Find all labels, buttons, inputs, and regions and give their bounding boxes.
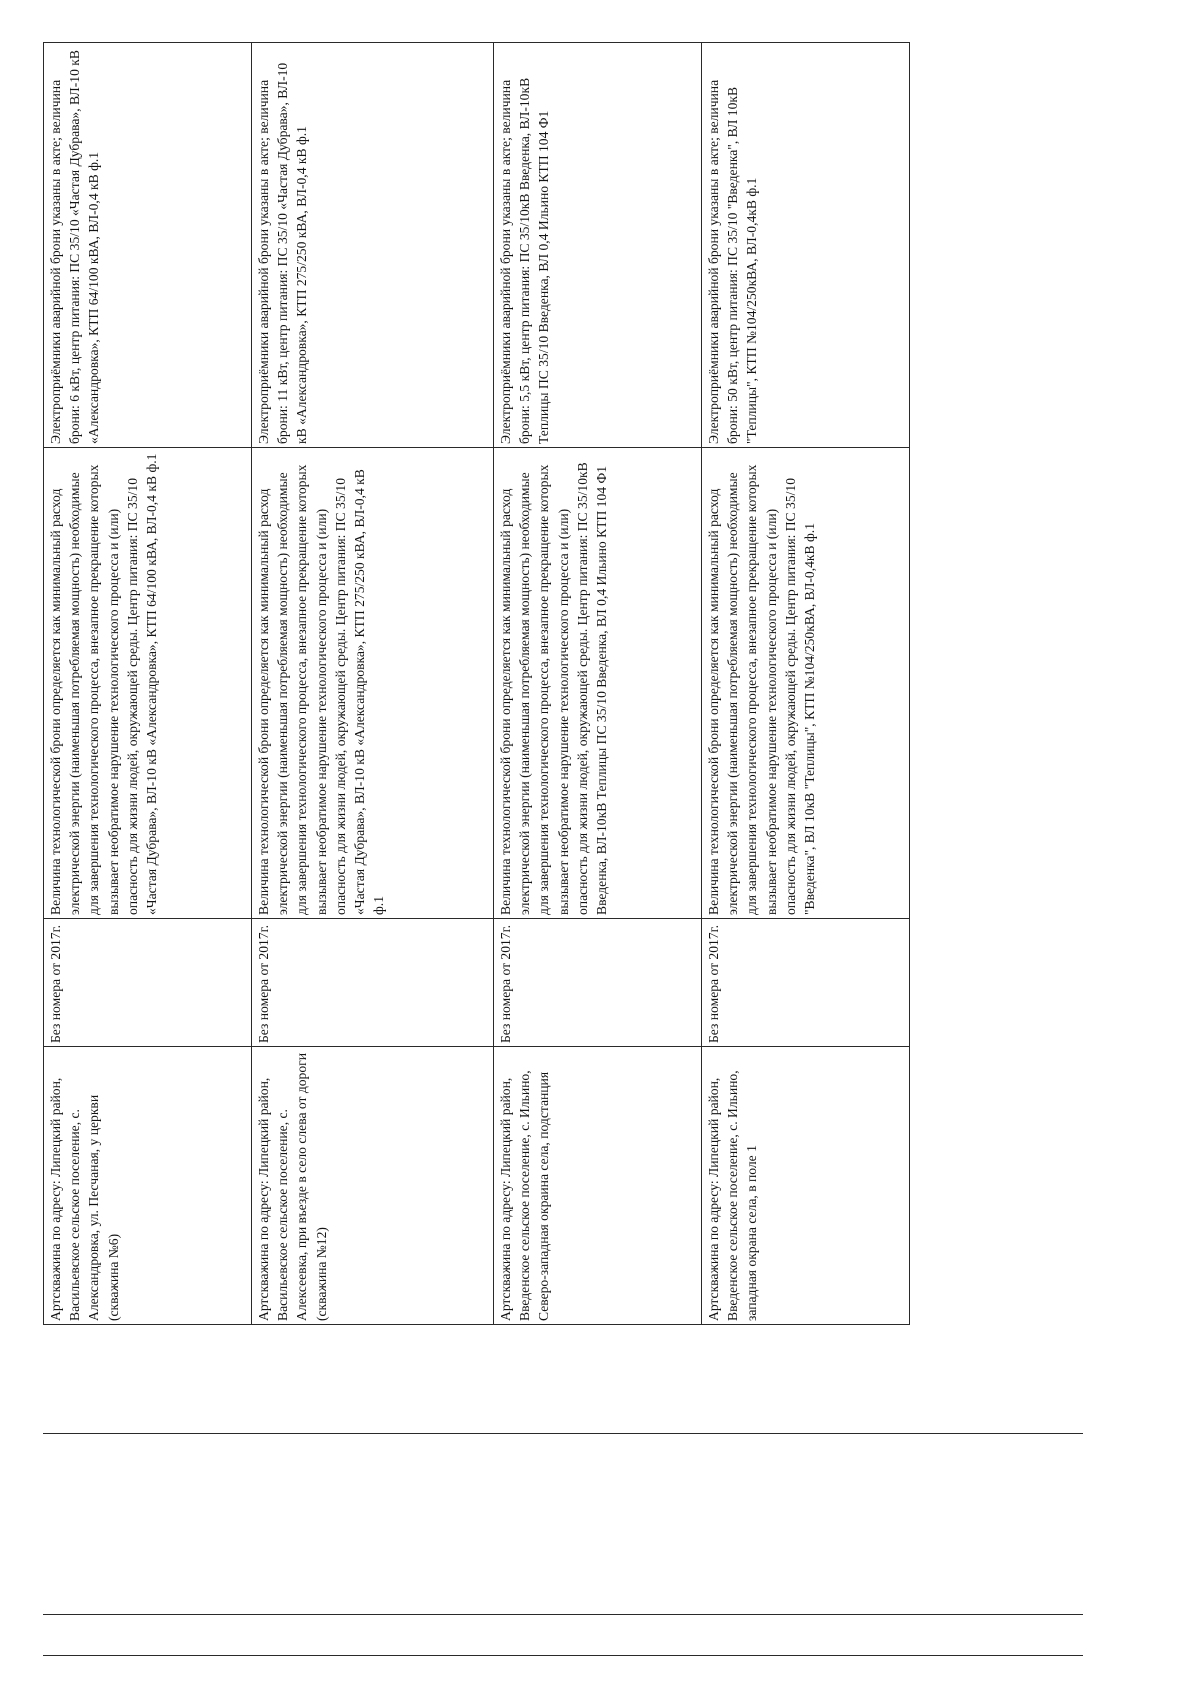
act-number-cell: Без номера от 2017г. bbox=[44, 919, 252, 1047]
emergency-reserve-cell: Электроприёмники аварийной брони указаны в акте; величина брони: 5,5 кВт, центр питания: ПС 35/10кВ Введенка, ВЛ-10кВ Теплицы ПС 35/10 Введенка, ВЛ 0,4 Ильино КТП 104 Ф1 bbox=[493, 43, 701, 448]
object-address-cell: Артскважина по адресу: Липецкий район, Введенское сельское поселение, с. Ильино, Северо-западная окраина села, подстанция bbox=[493, 1047, 701, 1325]
table-row bbox=[701, 43, 909, 1325]
object-address-cell: Артскважина по адресу: Липецкий район, Васильевское сельское поселение, с. Александровка, ул. Песчаная, у церкви (скважина №6) bbox=[44, 1047, 252, 1325]
emergency-reserve-cell: Электроприёмники аварийной брони указаны в акте; величина брони: 50 кВт, центр питания: ПС 35/10 "Введенка", ВЛ 10кВ "Теплицы", КТП №104/250кВА, ВЛ-0,4кВ ф.1 bbox=[701, 43, 909, 448]
object-address-cell: Артскважина по адресу: Липецкий район, Васильевское сельское поселение, с. Алексеевка, при въезде в село слева от дороги (скважина №12) bbox=[252, 1047, 494, 1325]
table-row bbox=[252, 43, 494, 1325]
rotated-page-content bbox=[43, 43, 910, 1325]
act-number-cell: Без номера от 2017г. bbox=[252, 919, 494, 1047]
object-address-cell: Артскважина по адресу: Липецкий район, Введенское сельское поселение, с. Ильино, западная окрана села, в поле 1 bbox=[701, 1047, 909, 1325]
blank-form-line bbox=[43, 1614, 1083, 1615]
blank-form-line bbox=[43, 1433, 1083, 1434]
tech-reserve-cell: Величина технологической брони определяется как минимальный расход электрической энергии (наименьшая потребляемая мощность) необходимые для завершения технологического процесса, внезапное прекращение которых вызывает необратимое нарушение технологического процесса и (или) опасность для жизни людей, окружающей среды. Центр питания: ПС 35/10 «Частая Дубрава», ВЛ-10 кВ «Александровка», КТП 64/100 кВА, ВЛ-0,4 кВ ф.1 bbox=[44, 448, 252, 919]
emergency-reserve-cell: Электроприёмники аварийной брони указаны в акте; величина брони: 6 кВт, центр питания: ПС 35/10 «Частая Дубрава», ВЛ-10 кВ «Александровка», КТП 64/100 кВА, ВЛ-0,4 кВ ф.1 bbox=[44, 43, 252, 448]
act-number-cell: Без номера от 2017г. bbox=[493, 919, 701, 1047]
table-row bbox=[44, 43, 252, 1325]
act-number-cell: Без номера от 2017г. bbox=[701, 919, 909, 1047]
tech-reserve-cell: Величина технологической брони определяется как минимальный расход электрической энергии (наименьшая потребляемая мощность) необходимые для завершения технологического процесса, внезапное прекращение которых вызывает необратимое нарушение технологического процесса и (или) опасность для жизни людей, окружающей среды. Центр питания: ПС 35/10 "Введенка", ВЛ 10кВ "Теплицы", КТП №104/250кВА, ВЛ-0,4кВ ф.1 bbox=[701, 448, 909, 919]
emergency-reserve-cell: Электроприёмники аварийной брони указаны в акте; величина брони: 11 кВт, центр питания: ПС 35/10 «Частая Дубрава», ВЛ-10 кВ «Александровка», КТП 275/250 кВА, ВЛ-0,4 кВ ф.1 bbox=[252, 43, 494, 448]
power-reserve-table bbox=[43, 42, 910, 1325]
blank-form-line bbox=[43, 1655, 1083, 1656]
table-row bbox=[493, 43, 701, 1325]
tech-reserve-cell: Величина технологической брони определяется как минимальный расход электрической энергии (наименьшая потребляемая мощность) необходимые для завершения технологического процесса, внезапное прекращение которых вызывает необратимое нарушение технологического процесса и (или) опасность для жизни людей, окружающей среды. Центр питания: ПС 35/10кВ Введенка, ВЛ-10кВ Теплицы ПС 35/10 Введенка, ВЛ 0,4 Ильино КТП 104 Ф1 bbox=[493, 448, 701, 919]
tech-reserve-cell: Величина технологической брони определяется как минимальный расход электрической энергии (наименьшая потребляемая мощность) необходимые для завершения технологического процесса, внезапное прекращение которых вызывает необратимое нарушение технологического процесса и (или) опасность для жизни людей, окружающей среды. Центр питания: ПС 35/10 «Частая Дубрава», ВЛ-10 кВ «Александровка», КТП 275/250 кВА, ВЛ-0,4 кВ ф.1 bbox=[252, 448, 494, 919]
